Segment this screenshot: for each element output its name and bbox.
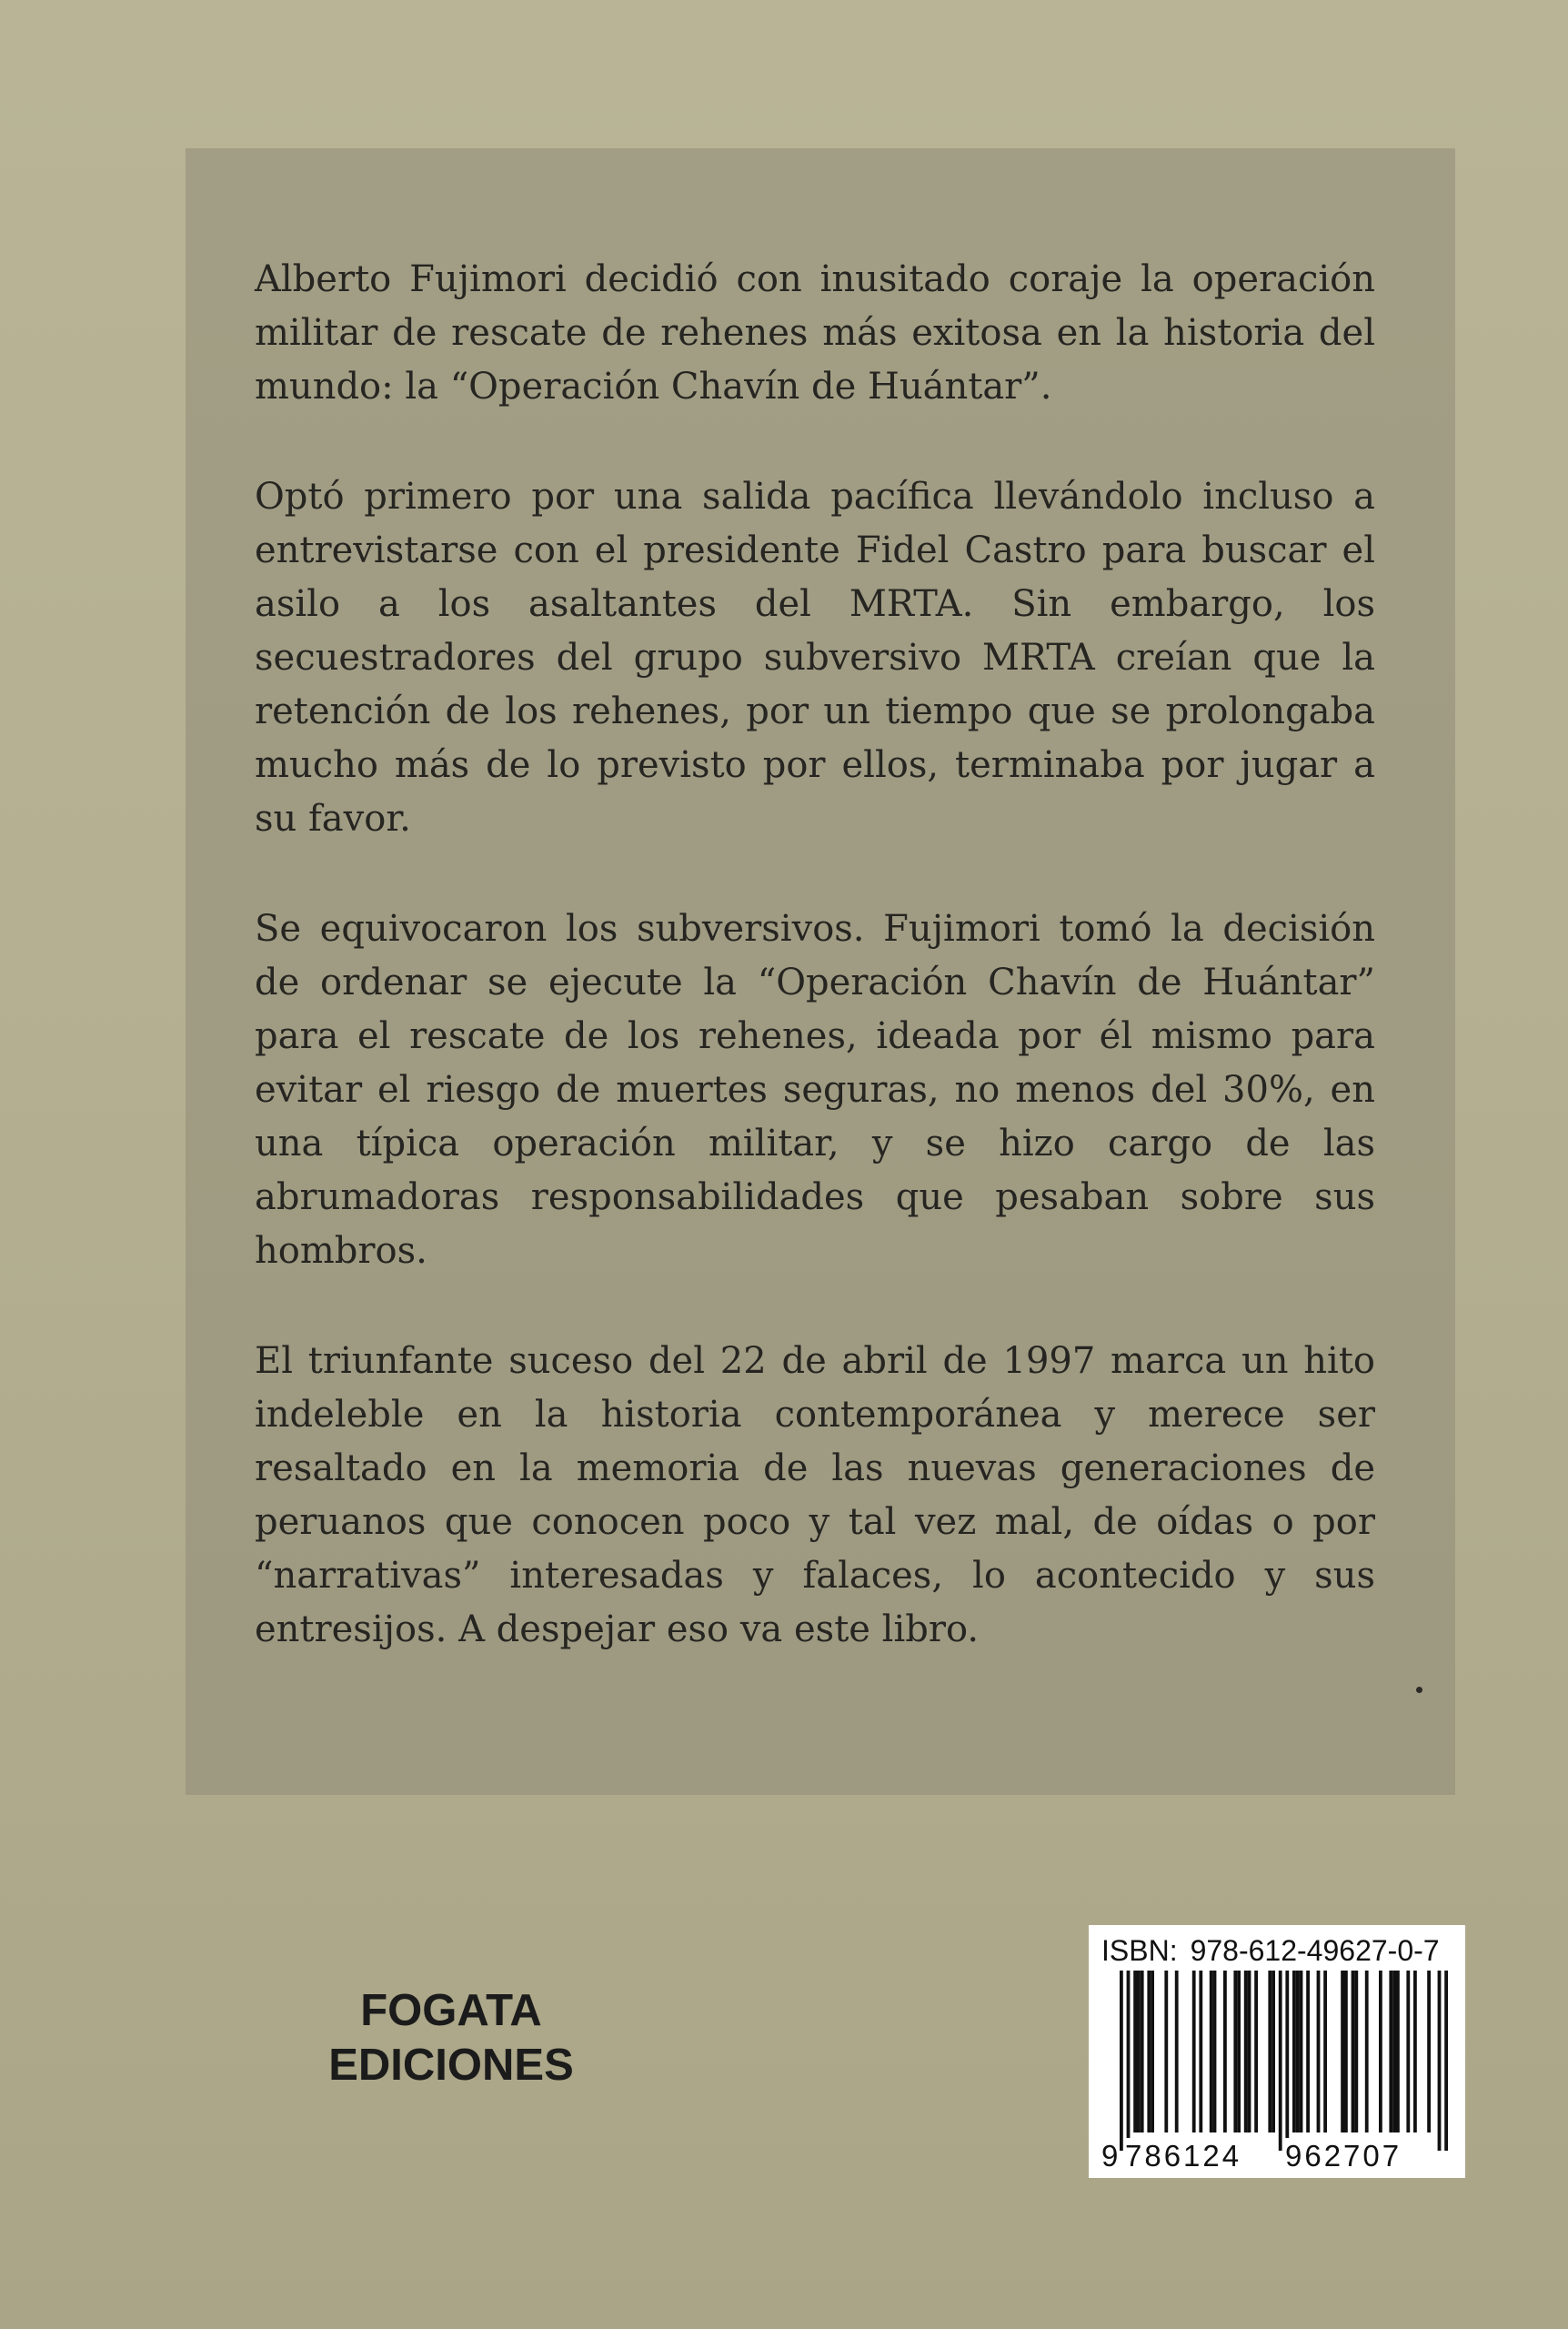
barcode-bar: [1164, 1971, 1168, 2132]
barcode-bar: [1133, 1971, 1137, 2132]
barcode-bar: [1120, 1971, 1123, 2151]
barcode-bar: [1285, 1971, 1289, 2151]
ean-first-digit: 9: [1101, 2139, 1119, 2173]
barcode-bar: [1244, 1971, 1248, 2132]
isbn-label: ISBN:: [1101, 1934, 1178, 1967]
blurb-paragraph-2: Optó primero por una salida pacífica llevándolo incluso a entrevistarse con el presidente Fidel Castro para buscar el asilo a los asaltantes del MRTA. Sin embargo, los secuestradores del grupo subversivo MRTA creían que la retención de los rehenes, por un tiempo que se prolongaba mucho más de lo previsto por ellos, terminaba por jugar a su favor.: [255, 476, 1375, 840]
barcode-bar: [1192, 1971, 1196, 2132]
barcode-bar: [1137, 1971, 1141, 2132]
barcode-bar: [1427, 1971, 1431, 2132]
barcode-bar: [1292, 1971, 1296, 2132]
ean-digits: [1101, 2138, 1452, 2174]
barcode-bar: [1296, 1971, 1300, 2132]
barcode-bar: [1199, 1971, 1202, 2132]
barcode-bar: [1389, 1971, 1392, 2132]
barcode-bar: [1248, 1971, 1251, 2132]
barcode-bar: [1317, 1971, 1321, 2132]
barcode-bar: [1233, 1971, 1237, 2132]
barcode-bar: [1413, 1971, 1417, 2132]
barcode-bar: [1323, 1971, 1327, 2132]
barcode-bar: [1279, 1971, 1282, 2151]
barcode-bar: [1213, 1971, 1217, 2132]
barcode-bar: [1341, 1971, 1344, 2132]
blurb-paragraph-3: Se equivocaron los subversivos. Fujimori tomó la decisión de ordenar se ejecute la “Operación Chavín de Huántar” para el rescate de los rehenes, ideada por él mismo para evitar el riesgo de muertes seguras, no menos del 30%, en una típica operación militar, y se hizo cargo de las abrumadoras responsabilidades que pesaban sobre sus hombros.: [255, 908, 1375, 1272]
barcode-bar: [1354, 1971, 1358, 2132]
barcode-bar: [1379, 1971, 1382, 2132]
barcode-bar: [1151, 1971, 1154, 2132]
barcode-bar: [1141, 1971, 1144, 2132]
barcode-bars: [1101, 1971, 1452, 2151]
barcode-bar: [1175, 1971, 1179, 2132]
barcode-bar: [1438, 1971, 1442, 2151]
barcode-bar: [1444, 1971, 1448, 2151]
barcode-bar: [1254, 1971, 1258, 2132]
barcode-bar: [1392, 1971, 1396, 2132]
publisher-name-line-1: FOGATA: [360, 1986, 542, 2035]
blurb-paragraph-4: El triunfante suceso del 22 de abril de 1997 marca un hito indeleble en la historia contemporánea y merece ser resaltado en la memoria de las nuevas generaciones de peruanos que conocen poco y tal vez mal, de oídas o por “narrativas” interesadas y falaces, lo acontecido y sus entresijos. A despejar eso va este libro.: [255, 1340, 1375, 1650]
barcode-bar: [1365, 1971, 1369, 2132]
barcode-bar: [1300, 1971, 1303, 2132]
isbn-text: [1101, 1934, 1452, 1967]
barcode-bar: [1406, 1971, 1410, 2132]
barcode-bar: [1396, 1971, 1400, 2132]
print-speck: [1416, 1687, 1422, 1693]
blurb-paragraph-1: Alberto Fujimori decidió con inusitado coraje la operación militar de rescate de rehenes más exitosa en la historia del mundo: la “Operación Chavín de Huántar”.: [255, 258, 1375, 408]
barcode-bar: [1223, 1971, 1227, 2132]
isbn-number: 978-612-49627-0-7: [1190, 1934, 1440, 1967]
barcode-bar: [1127, 1971, 1131, 2151]
barcode-bar: [1147, 1971, 1151, 2132]
blurb-panel: [186, 148, 1455, 1795]
barcode-bar: [1271, 1971, 1275, 2132]
blurb-text: [255, 253, 1375, 1657]
barcode-bar: [1210, 1971, 1213, 2132]
barcode-bar: [1237, 1971, 1241, 2132]
barcode-bar: [1352, 1971, 1355, 2132]
ean-left-group: 786124: [1125, 2139, 1242, 2173]
publisher-name-line-2: EDICIONES: [328, 2041, 574, 2090]
barcode-bar: [1344, 1971, 1348, 2132]
ean-right-group: 962707: [1285, 2139, 1402, 2173]
barcode-bar: [1268, 1971, 1271, 2132]
publisher-logo: [306, 1983, 597, 2092]
barcode-bar: [1306, 1971, 1310, 2132]
isbn-barcode-label: [1089, 1925, 1465, 2178]
